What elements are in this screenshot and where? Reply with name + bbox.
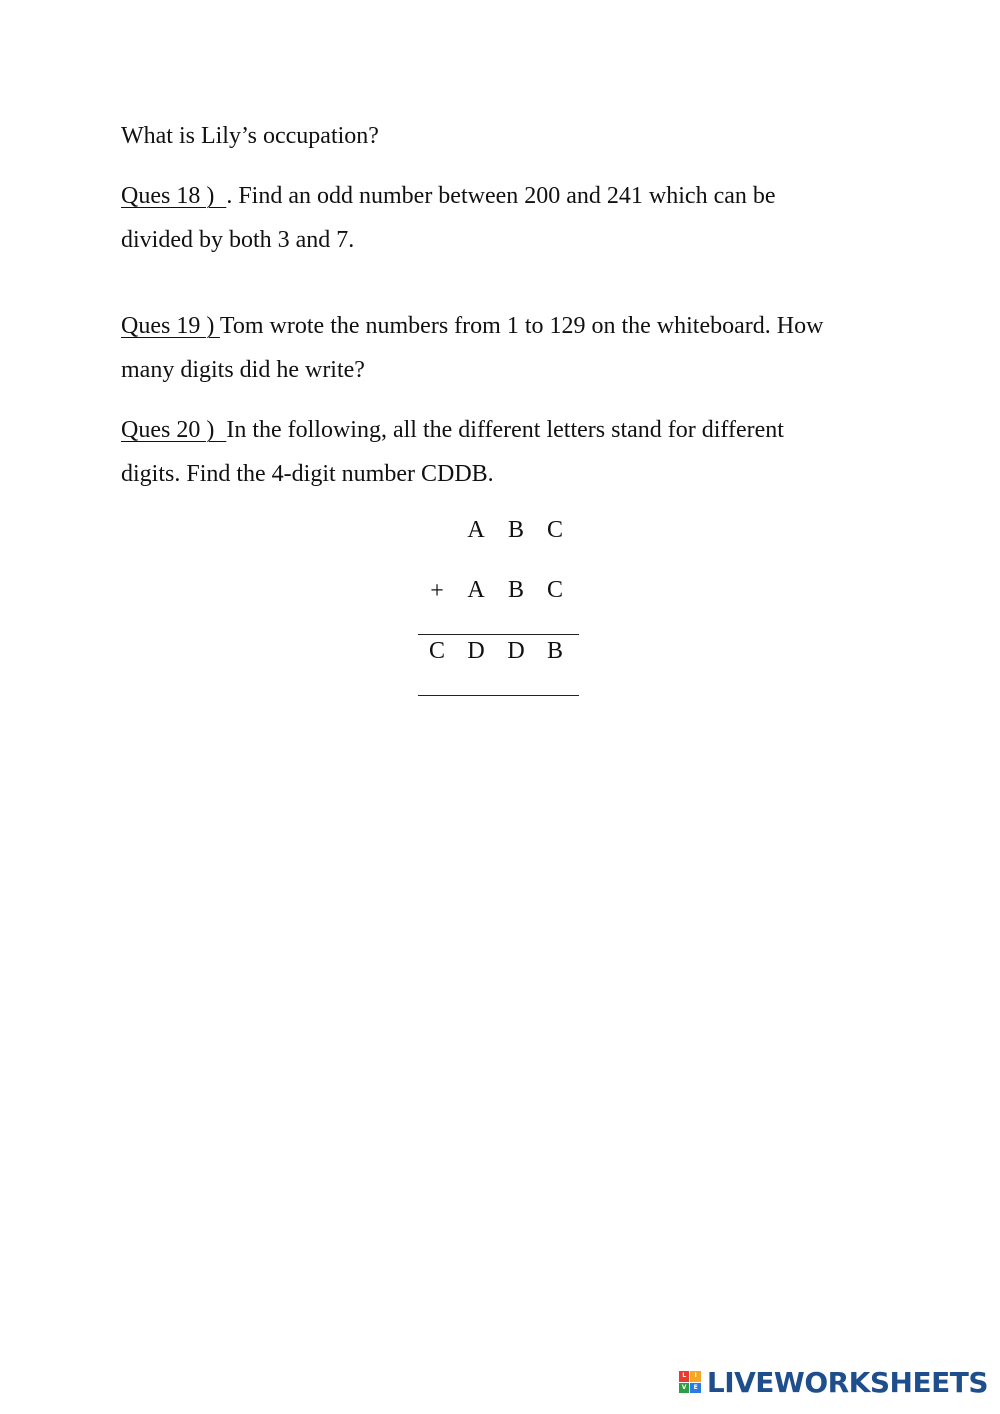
addend-2-digit: C	[546, 577, 563, 603]
liveworksheets-logo-icon	[679, 1371, 701, 1393]
logo-tile: V	[679, 1383, 690, 1394]
intro-question-text: What is Lily’s occupation?	[121, 123, 379, 149]
question-18-label: Ques 18 )	[121, 183, 227, 209]
letter-addition-puzzle	[418, 510, 580, 710]
question-19-line-2: many digits did he write?	[121, 357, 365, 383]
logo-tile: I	[690, 1371, 701, 1382]
sum-digit: B	[546, 638, 563, 664]
addend-1-digit: C	[546, 517, 563, 543]
addend-2-digit: B	[507, 577, 524, 603]
question-19-text: Tom wrote the numbers from 1 to 129 on the whiteboard. How	[219, 313, 824, 339]
addend-1-digit: B	[507, 517, 524, 543]
logo-tile: L	[679, 1371, 690, 1382]
answer-line	[418, 695, 579, 696]
liveworksheets-logo-text: LIVEWORKSHEETS	[706, 1365, 988, 1399]
plus-sign: +	[430, 578, 444, 604]
logo-tile: E	[690, 1383, 701, 1394]
liveworksheets-logo	[679, 1362, 988, 1402]
sum-digit: C	[428, 638, 445, 664]
question-20-text: In the following, all the different letters stand for different	[226, 417, 784, 443]
question-20-line-1	[121, 408, 784, 452]
addend-1-digit: A	[467, 517, 485, 543]
question-18-line-1	[121, 174, 776, 218]
question-18-line-2: divided by both 3 and 7.	[121, 227, 355, 253]
question-20-label: Ques 20 )	[121, 417, 227, 443]
sum-digit: D	[467, 638, 485, 664]
question-19-line-1	[121, 304, 823, 348]
addend-2-digit: A	[467, 577, 485, 603]
question-20-line-2: digits. Find the 4-digit number CDDB.	[121, 461, 494, 487]
question-19-label: Ques 19 )	[121, 313, 220, 339]
question-18-text: . Find an odd number between 200 and 241 which can be	[226, 183, 776, 209]
sum-digit: D	[507, 638, 525, 664]
